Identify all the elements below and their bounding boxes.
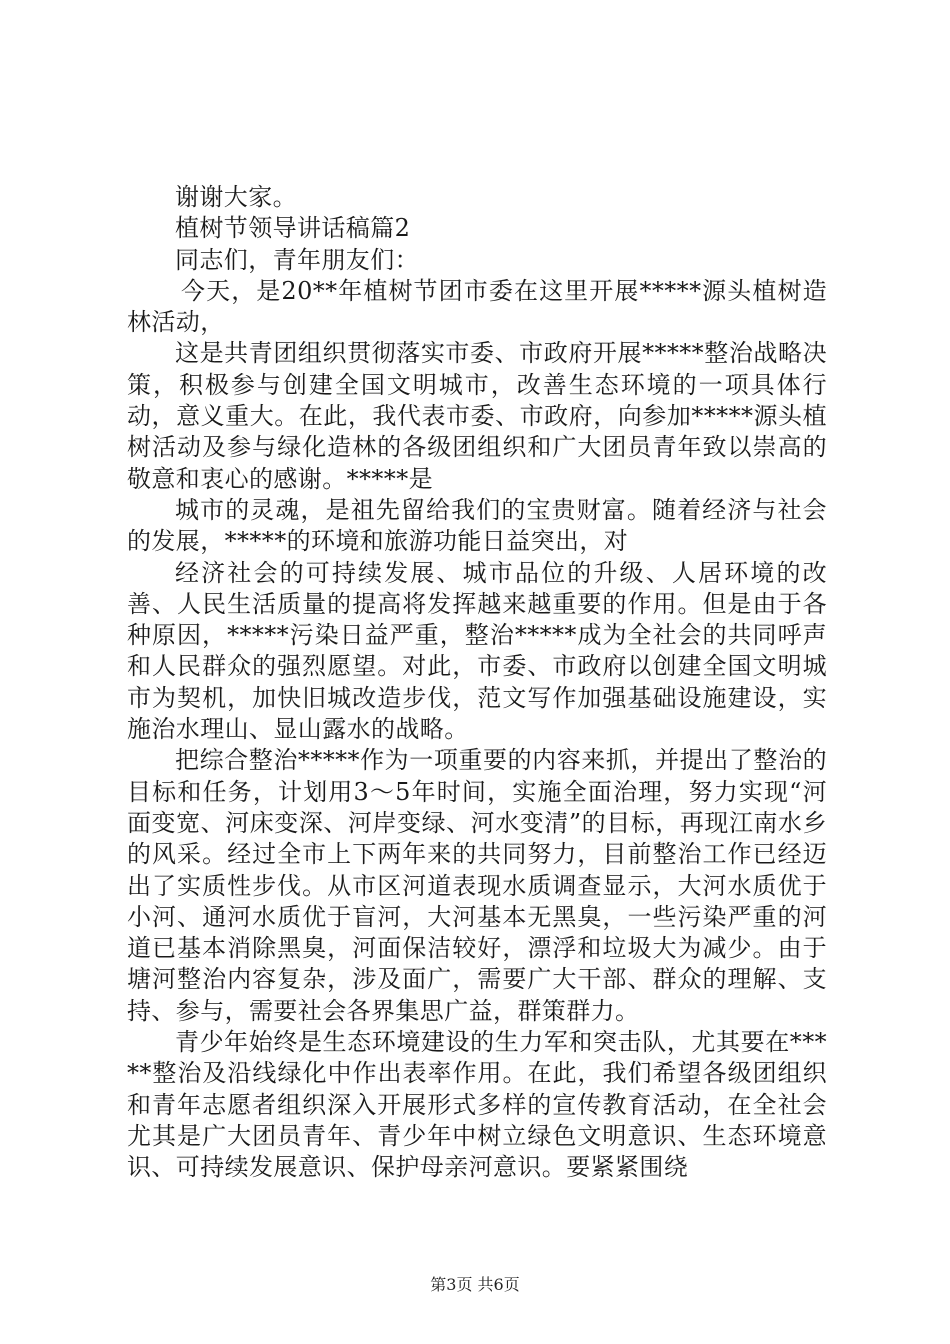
paragraph-closing-thanks: 谢谢大家。	[175, 183, 297, 211]
paragraph-development: 经济社会的可持续发展、城市品位的升级、人居环境的改善、人民生活质量的提高将发挥越来越重要的作用。但是由于各种原因，*****污染日益严重，整治*****成为全社会的共同呼声和人民群众的强烈愿望。对此，市委、市政府以创建全国文明城市为契机，加快旧城改造步伐，范文写作加强基础设施建设，实施治水理山、显山露水的战略。	[127, 558, 827, 744]
document-body	[127, 182, 827, 1184]
paragraph-opening: 今天，是20**年植树节团市委在这里开展*****源头植树造林活动，	[127, 276, 827, 337]
section-heading: 植树节领导讲话稿篇2	[175, 214, 411, 243]
paragraph-salutation: 同志们，青年朋友们：	[175, 245, 419, 274]
page-number-footer: 第3页 共6页	[430, 1275, 520, 1294]
paragraph-renovation-goals: 把综合整治*****作为一项重要的内容来抓，并提出了整治的目标和任务，计划用3～5年时间，实施全面治理，努力实现“河面变宽、河床变深、河岸变绿、河水变清”的目标，再现江南水乡的风采。经过全市上下两年来的共同努力，目前整治工作已经迈出了实质性步伐。从市区河道表现水质调查显示，大河水质优于小河、通河水质优于盲河，大河基本无黑臭，一些污染严重的河道已基本消除黑臭，河面保洁较好，漂浮和垃圾大为减少。由于塘河整治内容复杂，涉及面广，需要广大干部、群众的理解、支持、参与，需要社会各界集思广益，群策群力。	[127, 746, 827, 1025]
paragraph-significance: 这是共青团组织贯彻落实市委、市政府开展*****整治战略决策，积极参与创建全国文明城市，改善生态环境的一项具体行动，意义重大。在此，我代表市委、市政府，向参加*****源头植树活动及参与绿化造林的各级团组织和广大团员青年致以崇高的敬意和衷心的感谢。*****是	[127, 339, 827, 493]
paragraph-youth-role: 青少年始终是生态环境建设的生力军和突击队，尤其要在*****整治及沿线绿化中作出表率作用。在此，我们希望各级团组织和青年志愿者组织深入开展形式多样的宣传教育活动，在全社会尤其是广大团员青年、青少年中树立绿色文明意识、生态环境意识、可持续发展意识、保护母亲河意识。要紧紧围绕	[127, 1028, 827, 1182]
paragraph-city-soul: 城市的灵魂，是祖先留给我们的宝贵财富。随着经济与社会的发展，*****的环境和旅游功能日益突出，对	[127, 495, 827, 556]
